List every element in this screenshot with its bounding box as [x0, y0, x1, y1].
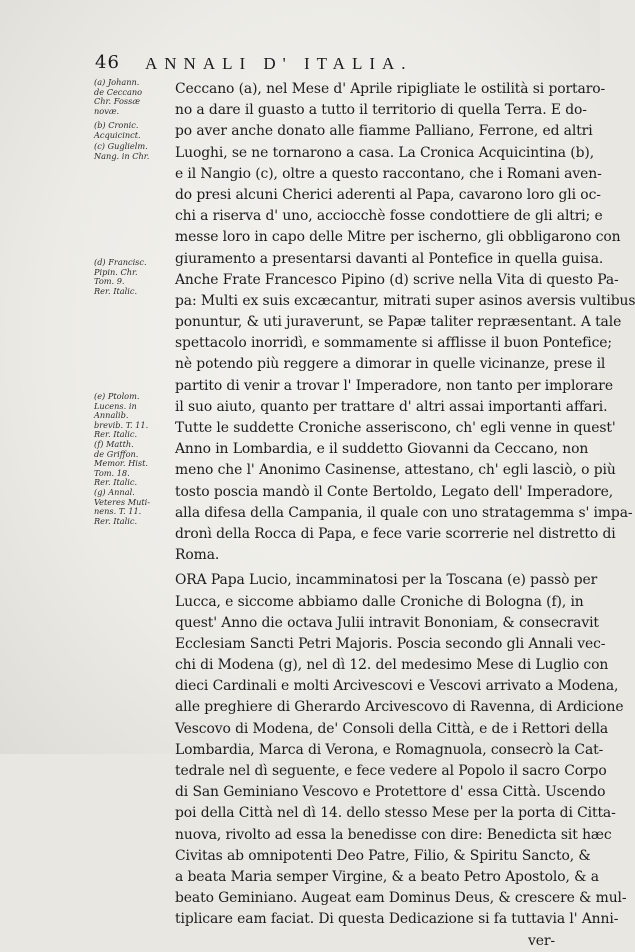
text-line: dronì della Rocca di Papa, e fece varie scorrerie nel distretto di	[175, 525, 616, 542]
text-line: Ceccano (a), nel Mese d' Aprile ripigliate le ostilità si portaro-	[175, 81, 606, 97]
text-line: nè potendo più reggere a dimorar in quelle vicinanze, prese il	[175, 356, 606, 373]
text-line: po aver anche donato alle fiamme Palliano, Ferrone, ed altri	[175, 123, 593, 140]
margin-note-c: (c) Guglielm. Nang. in Chr.	[94, 141, 150, 161]
text-line: dieci Cardinali e molti Arcivescovi e Vescovi arrivato a Modena,	[175, 678, 619, 695]
text-line: Lombardia, Marca di Verona, e Romagnuola, consecrò la Cat-	[175, 741, 604, 758]
page-number: 46	[95, 52, 120, 73]
text-line: ponuntur, & uti juraverunt, se Papæ taliter repræsentant. A tale	[175, 314, 622, 331]
text-line: partito di venir a trovar l' Imperadore, non tanto per implorare	[175, 377, 613, 394]
text-line: no a dare il guasto a tutto il territorio di quella Terra. E do-	[175, 102, 587, 119]
text-line: Lucca, e siccome abbiamo dalle Croniche di Bologna (f), in	[175, 593, 584, 610]
text-line: pa: Multi ex suis excæcantur, mitrati super asinos aversis vultibus	[175, 292, 635, 309]
margin-note-d: (d) Francisc. Pipin. Chr. Tom. 9. Rer. Italic.	[94, 257, 147, 296]
text-line: alla difesa della Campania, il quale con uno stratagemma s' impa-	[175, 504, 633, 521]
body-text	[175, 79, 635, 952]
margin-note-a: (a) Johann. de Ceccano Chr. Fossæ novæ.	[94, 77, 143, 116]
text-line: tedrale nel dì seguente, e fece vedere al Popolo il sacro Corpo	[175, 763, 607, 779]
text-line: tosto poscia mandò il Conte Bertoldo, Legato dell' Imperadore,	[175, 483, 614, 500]
text-line: Roma.	[175, 547, 220, 564]
text-line: chi di Modena (g), nel dì 12. del medesimo Mese di Luglio con	[175, 657, 609, 674]
margin-note-e-f-g: (e) Ptolom. Lucens. in Annalib. brevib. T. 11. Rer. Italic. (f) Matth. de Griffon. Memor. Hist. Tom. 18. Rer. Italic. (g) Annal. Veteres Muti- nens. T. 11. Rer. Italic.	[94, 391, 151, 526]
text-line: quest' Anno die octava Julii intravit Bononiam, & consecravit	[175, 614, 599, 631]
page-header	[95, 52, 535, 76]
text-line: nuova, rivolto ad essa la benedisse con dire: Benedicta sit hæc	[175, 826, 612, 843]
text-line: Luoghi, se ne tornarono a casa. La Cronica Acquicintina (b),	[175, 144, 595, 161]
text-line: Anno in Lombardia, e il suddetto Giovanni da Ceccano, non	[175, 441, 589, 458]
text-line: messe loro in capo delle Mitre per ischerno, gli obbligarono con	[175, 229, 621, 246]
text-line: poi della Città nel dì 14. dello stesso Mese per la porta di Citta-	[175, 805, 616, 822]
text-line: beato Geminiano. Augeat eam Dominus Deus, & crescere & mul-	[175, 890, 627, 907]
text-line: giuramento a presentarsi davanti al Pontefice in quella guisa.	[175, 250, 604, 267]
text-line: Tutte le suddette Croniche asseriscono, ch' egli venne in quest'	[175, 420, 616, 436]
text-line: e il Nangio (c), oltre a questo raccontano, che i Romani aven-	[175, 165, 602, 182]
text-line: tiplicare eam faciat. Di questa Dedicazione si fa tuttavia l' Anni-	[175, 911, 619, 928]
text-line: meno che l' Anonimo Casinense, attestano, ch' egli lasciò, o più	[175, 462, 616, 479]
text-line: Civitas ab omnipotenti Deo Patre, Filio, & Spiritu Sancto, &	[175, 847, 591, 864]
text-line: Ecclesiam Sancti Petri Majoris. Poscia secondo gli Annali vec-	[175, 635, 606, 652]
text-line: di San Geminiano Vescovo e Protettore d' essa Città. Uscendo	[175, 784, 606, 801]
text-line: spettacolo inorridì, e sommamente si afflisse il buon Pontefice;	[175, 335, 612, 352]
catchword: ver-	[527, 932, 555, 949]
running-title: ANNALI D' ITALIA.	[145, 54, 413, 73]
text-line: Vescovo di Modena, de' Consoli della Città, e de i Rettori della	[175, 720, 609, 737]
text-line: ORA Papa Lucio, incamminatosi per la Toscana (e) passò per	[175, 572, 598, 589]
text-line: alle preghiere di Gherardo Arcivescovo di Ravenna, di Ardicione	[175, 699, 624, 716]
text-line: do presi alcuni Cherici aderenti al Papa, cavarono loro gli oc-	[175, 186, 601, 203]
text-line: chi a riserva d' uno, acciocchè fosse condottiere de gli altri; e	[175, 208, 603, 225]
text-line: il suo aiuto, quanto per trattare d' altri assai importanti affari.	[175, 398, 608, 415]
margin-note-b: (b) Cronic. Acquicinct.	[94, 120, 141, 140]
text-line: a beata Maria semper Virgine, & a beato Petro Apostolo, & a	[175, 868, 599, 885]
text-line: Anche Frate Francesco Pipino (d) scrive nella Vita di questo Pa-	[175, 271, 619, 288]
